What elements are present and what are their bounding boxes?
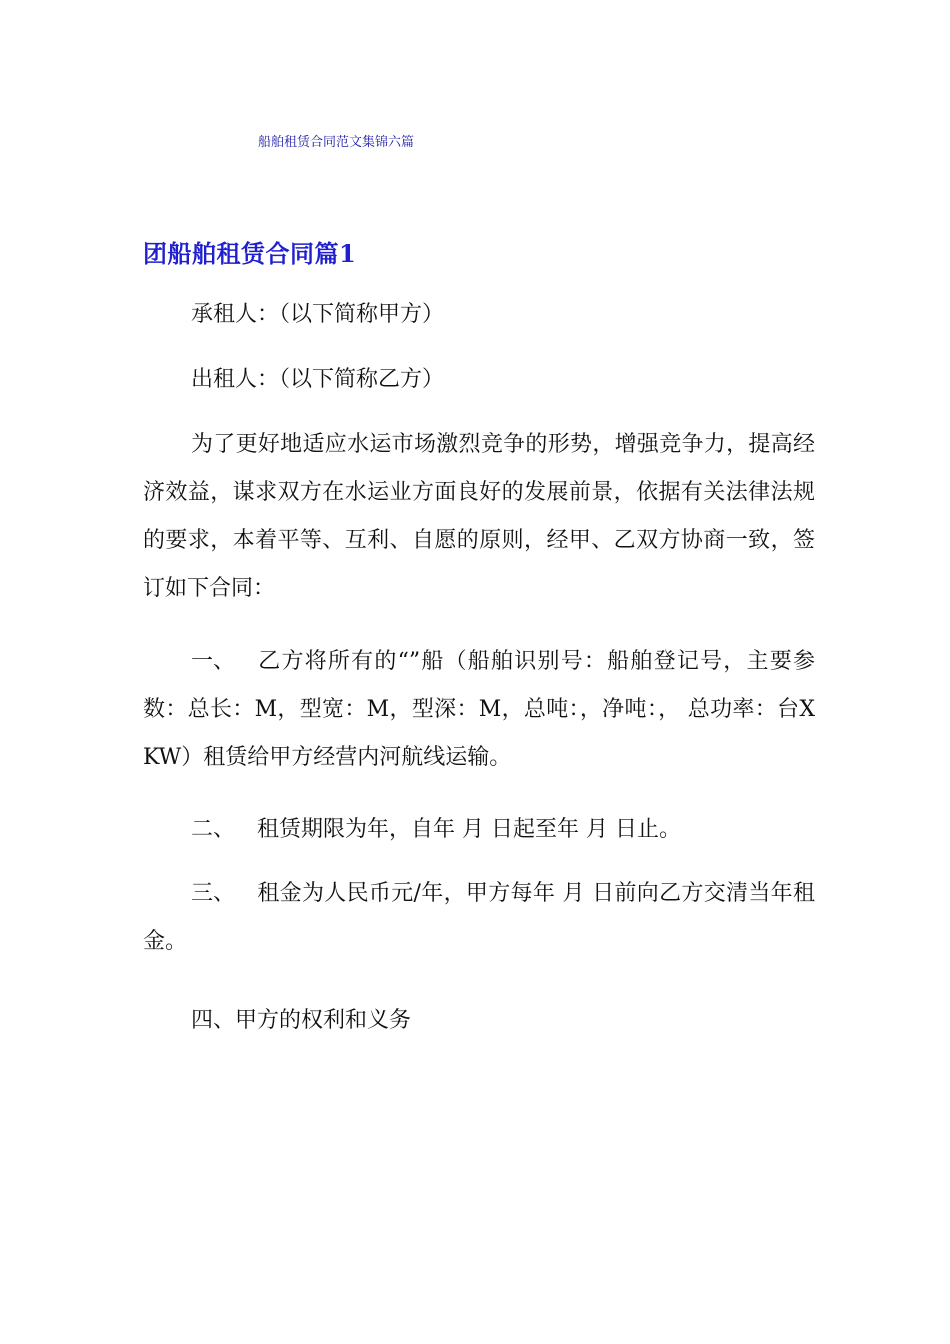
- intro-paragraph: 为了更好地适应水运市场激烈竞争的形势，增强竞争力，提高经济效益，谋求双方在水运业方面良好的发展前景，依据有关法律法规的要求，本着平等、互利、自愿的原则，经甲、乙双方协商一致，签订如下合同：: [143, 432, 815, 601]
- clause-4-heading: 四、甲方的权利和义务: [191, 1008, 412, 1033]
- clause-2: [143, 806, 815, 854]
- section-title: 团船舶租赁合同篇1: [143, 239, 357, 268]
- document-header-title: 船舶租赁合同范文集锦六篇: [258, 135, 415, 150]
- clause-2-number: 二、: [191, 817, 236, 842]
- clause-1-number: 一、: [191, 649, 236, 674]
- clause-3-number: 三、: [191, 881, 236, 906]
- clause-1: [143, 638, 815, 782]
- clause-3: [143, 870, 815, 966]
- clause-1-text: 乙方将所有的“”船（船舶识别号：船舶登记号，主要参数：总长：M，型宽：M，型深：M，总吨：，净吨：， 总功率：台X KW）租赁给甲方经营内河航线运输。: [143, 649, 815, 770]
- lessor-line: 出租人：（以下简称乙方）: [191, 367, 445, 392]
- clause-3-text: 租金为人民币元/年，甲方每年 月 日前向乙方交清当年租金。: [143, 881, 815, 954]
- lessee-line: 承租人：（以下简称甲方）: [191, 302, 445, 327]
- clause-2-text: 租赁期限为年，自年 月 日起至年 月 日止。: [257, 817, 681, 842]
